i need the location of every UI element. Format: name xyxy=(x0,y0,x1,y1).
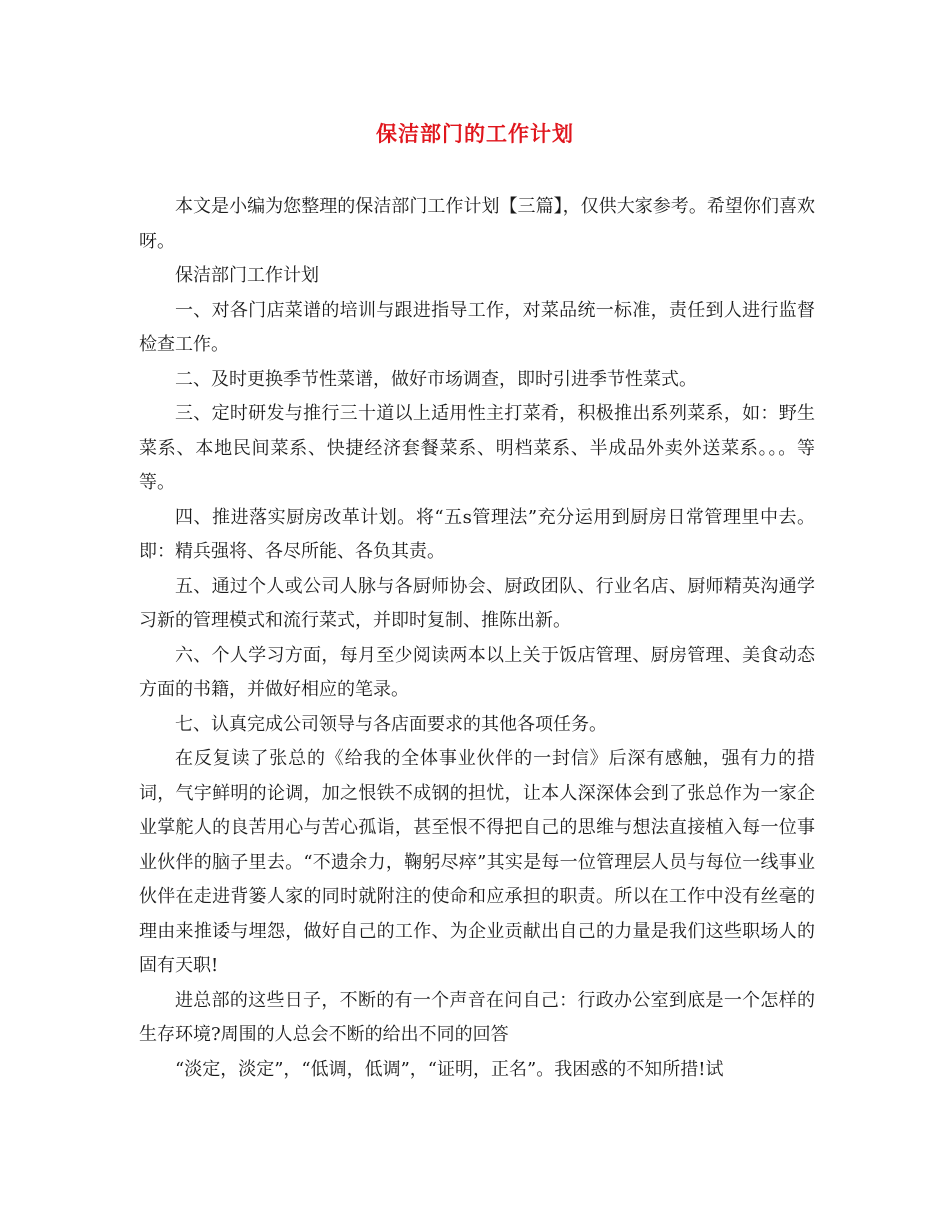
paragraph-item-3: 三、定时研发与推行三十道以上适用性主打菜肴，积极推出系列菜系，如：野生菜系、本地民间菜系、快捷经济套餐菜系、明档菜系、半成品外卖外送菜系。。。等等。 xyxy=(139,403,815,493)
paragraph-item-7: 七、认真完成公司领导与各店面要求的其他各项任务。 xyxy=(175,713,607,735)
paragraph-subtitle: 保洁部门工作计划 xyxy=(175,265,319,286)
paragraph-headquarters: 进总部的这些日子，不断的有一个声音在问自己：行政办公室到底是一个怎样的生存环境?周围的人总会不断的给出不同的回答 xyxy=(139,989,815,1045)
paragraph-item-2: 二、及时更换季节性菜谱，做好市场调查，即时引进季节性菜式。 xyxy=(175,368,697,390)
document-body xyxy=(139,190,815,1087)
paragraph-item-6: 六、个人学习方面，每月至少阅读两本以上关于饭店管理、厨房管理、美食动态方面的书籍，并做好相应的笔录。 xyxy=(139,644,815,700)
document-title: 保洁部门的工作计划 xyxy=(376,121,574,146)
paragraph-intro: 本文是小编为您整理的保洁部门工作计划【三篇】，仅供大家参考。希望你们喜欢呀。 xyxy=(139,196,815,252)
paragraph-item-5: 五、通过个人或公司人脉与各厨师协会、厨政团队、行业名店、厨师精英沟通学习新的管理模式和流行菜式，并即时复制、推陈出新。 xyxy=(139,575,815,631)
paragraph-item-4: 四、推进落实厨房改革计划。将“五s管理法”充分运用到厨房日常管理里中去。即：精兵强将、各尽所能、各负其责。 xyxy=(139,506,815,562)
paragraph-quotes: “淡定，淡定”，“低调，低调”，“证明，正名”。我困惑的不知所措!试 xyxy=(175,1058,724,1080)
paragraph-letter-reflection: 在反复读了张总的《给我的全体事业伙伴的一封信》后深有感触，强有力的措词，气宇鲜明的论调，加之恨铁不成钢的担忧，让本人深深体会到了张总作为一家企业掌舵人的良苦用心与苦心孤诣，甚至恨不得把自己的思维与想法直接植入每一位事业伙伴的脑子里去。“不遗余力，鞠躬尽瘁”其实是每一位管理层人员与每位一线事业伙伴在走进背篓人家的同时就附注的使命和应承担的职责。所以在工作中没有丝毫的理由来推诿与埋怨，做好自己的工作、为企业贡献出自己的力量是我们这些职场人的固有天职! xyxy=(139,748,815,976)
paragraph-item-1: 一、对各门店菜谱的培训与跟进指导工作，对菜品统一标准，责任到人进行监督检查工作。 xyxy=(139,299,815,355)
